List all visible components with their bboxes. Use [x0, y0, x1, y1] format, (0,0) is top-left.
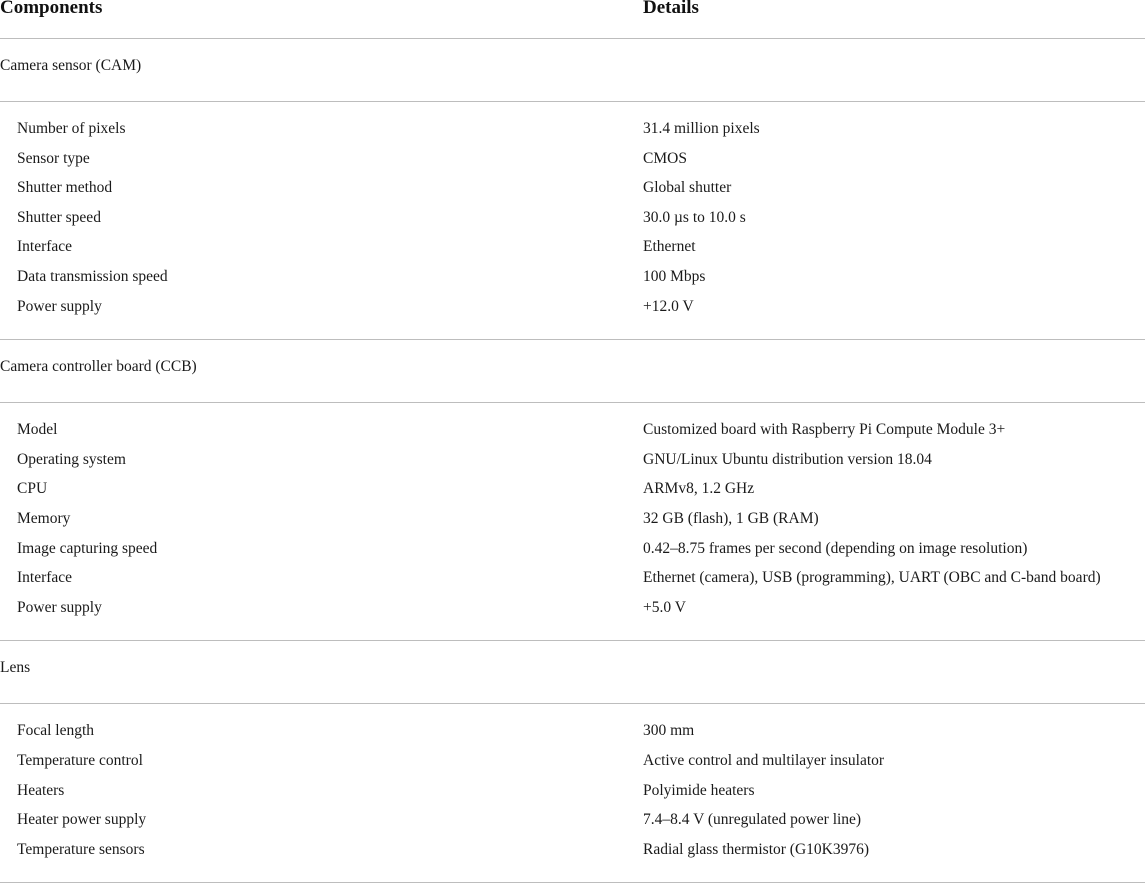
section-title-row	[0, 641, 1145, 704]
spec-label: Focal length	[17, 722, 95, 740]
table-row	[0, 749, 1145, 779]
spec-label: Model	[17, 421, 58, 439]
spec-label: Image capturing speed	[17, 539, 158, 557]
section-title-row	[0, 39, 1145, 102]
spec-label: Power supply	[17, 598, 102, 616]
spec-label: Power supply	[17, 297, 102, 315]
table-row	[0, 448, 1145, 478]
spec-value: 100 Mbps	[643, 267, 706, 285]
table-row	[0, 477, 1145, 507]
spec-label: Interface	[17, 238, 73, 256]
table-row	[0, 147, 1145, 177]
spec-value: 0.42–8.75 frames per second (depending on image resolution)	[643, 539, 1028, 557]
spec-value: 32 GB (flash), 1 GB (RAM)	[643, 509, 819, 527]
table-header-row	[0, 0, 1145, 39]
spec-value: 31.4 million pixels	[643, 120, 760, 137]
spec-label: Operating system	[17, 450, 126, 468]
spec-label: Sensor type	[17, 149, 90, 167]
section-body	[0, 102, 1145, 340]
table-row	[0, 719, 1145, 749]
section-title: Camera controller board (CCB)	[0, 358, 197, 376]
section-lens	[0, 641, 1145, 883]
spec-value: Ethernet	[643, 238, 696, 256]
spec-value: 30.0 µs to 10.0 s	[643, 208, 746, 226]
spec-value: +12.0 V	[643, 297, 694, 315]
spec-value: GNU/Linux Ubuntu distribution version 18.04	[643, 450, 932, 468]
table-row	[0, 206, 1145, 236]
table-row	[0, 295, 1145, 325]
spec-value: 7.4–8.4 V (unregulated power line)	[643, 811, 862, 829]
spec-label: Temperature control	[17, 751, 143, 769]
table-row	[0, 176, 1145, 206]
spec-label: Number of pixels	[17, 120, 126, 137]
spec-value: Global shutter	[643, 179, 732, 197]
spec-label: Heaters	[17, 781, 65, 799]
section-body	[0, 403, 1145, 641]
table-row	[0, 265, 1145, 295]
header-components: Components	[0, 0, 103, 18]
table-row	[0, 117, 1145, 147]
spec-label: Data transmission speed	[17, 267, 168, 285]
spec-label: CPU	[17, 480, 48, 498]
spec-label: Memory	[17, 509, 71, 527]
header-details: Details	[643, 0, 699, 18]
section-camera-controller-board	[0, 340, 1145, 641]
table-row	[0, 779, 1145, 809]
table-row	[0, 566, 1145, 596]
spec-value: Polyimide heaters	[643, 781, 755, 799]
spec-value: ARMv8, 1.2 GHz	[643, 480, 755, 498]
spec-label: Heater power supply	[17, 811, 147, 829]
table-row	[0, 507, 1145, 537]
section-title-row	[0, 340, 1145, 403]
section-camera-sensor	[0, 39, 1145, 340]
spec-value: Ethernet (camera), USB (programming), UART (OBC and C-band board)	[643, 569, 1101, 587]
spec-label: Interface	[17, 569, 73, 587]
spec-value: CMOS	[643, 149, 687, 167]
section-body	[0, 704, 1145, 883]
spec-label: Shutter method	[17, 179, 113, 197]
table-row	[0, 235, 1145, 265]
table-row	[0, 808, 1145, 838]
table-row	[0, 537, 1145, 567]
table-row	[0, 596, 1145, 626]
spec-label: Shutter speed	[17, 208, 101, 226]
spec-value: +5.0 V	[643, 598, 686, 616]
table-row	[0, 838, 1145, 868]
table-row	[0, 418, 1145, 448]
spec-label: Temperature sensors	[17, 840, 145, 858]
spec-value: Active control and multilayer insulator	[643, 751, 885, 769]
spec-value: 300 mm	[643, 722, 695, 740]
section-title: Camera sensor (CAM)	[0, 57, 142, 74]
spec-value: Customized board with Raspberry Pi Compute Module 3+	[643, 421, 1006, 439]
section-title: Lens	[0, 659, 31, 677]
spec-value: Radial glass thermistor (G10K3976)	[643, 840, 870, 858]
